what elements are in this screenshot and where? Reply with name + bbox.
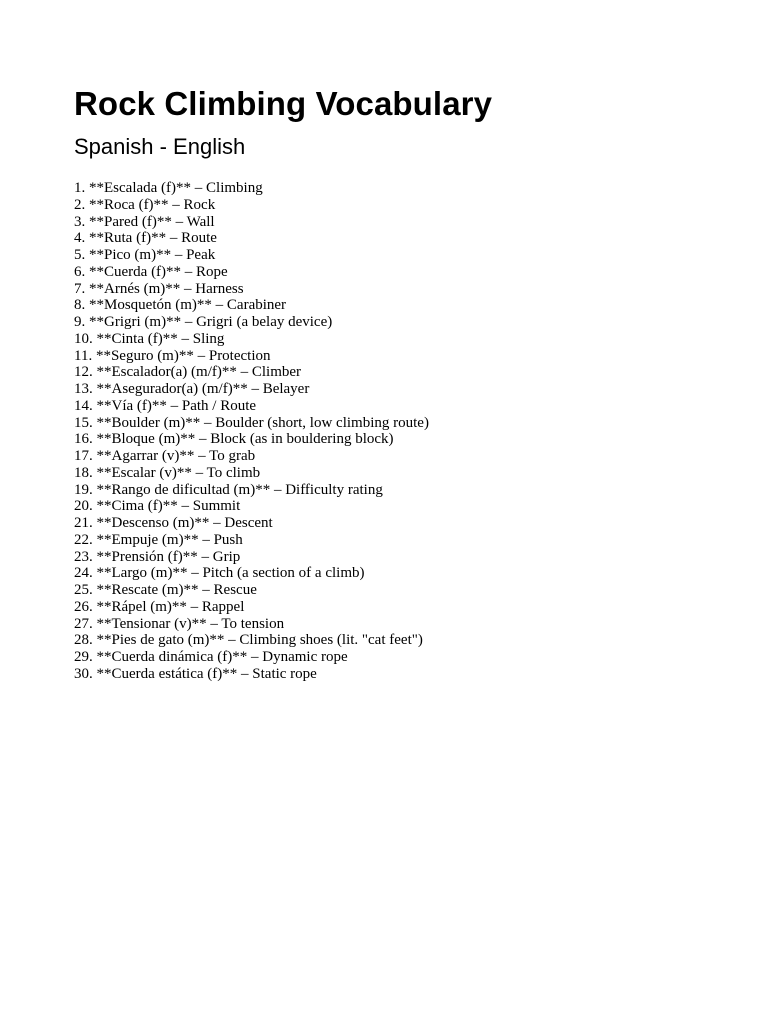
vocabulary-item-7: 7. **Arnés (m)** – Harness [74,280,244,297]
vocabulary-item-11: 11. **Seguro (m)** – Protection [74,347,271,364]
vocabulary-item-6: 6. **Cuerda (f)** – Rope [74,263,228,280]
vocabulary-item-14: 14. **Vía (f)** – Path / Route [74,397,257,414]
document-title: Rock Climbing Vocabulary [74,85,493,122]
vocabulary-item-9: 9. **Grigri (m)** – Grigri (a belay device) [74,314,333,330]
vocabulary-item-21: 21. **Descenso (m)** – Descent [74,515,273,531]
vocabulary-item-1: 1. **Escalada (f)** – Climbing [74,180,263,196]
vocabulary-item-28: 28. **Pies de gato (m)** – Climbing shoes (lit. "cat feet") [74,632,423,649]
vocabulary-item-2: 2. **Roca (f)** – Rock [74,196,216,213]
vocabulary-item-27: 27. **Tensionar (v)** – To tension [74,615,285,632]
document-page [74,84,734,683]
vocabulary-item-10: 10. **Cinta (f)** – Sling [74,330,225,347]
vocabulary-item-26: 26. **Rápel (m)** – Rappel [74,598,245,615]
vocabulary-item-15: 15. **Boulder (m)** – Boulder (short, low climbing route) [74,414,429,431]
vocabulary-item-18: 18. **Escalar (v)** – To climb [74,464,261,481]
vocabulary-item-25: 25. **Rescate (m)** – Rescue [74,582,257,598]
vocabulary-item-16: 16. **Bloque (m)** – Block (as in bouldering block) [74,431,394,448]
vocabulary-item-24: 24. **Largo (m)** – Pitch (a section of a climb) [74,565,365,582]
vocabulary-item-19: 19. **Rango de dificultad (m)** – Difficulty rating [74,481,383,498]
vocabulary-item-30: 30. **Cuerda estática (f)** – Static rope [74,665,317,682]
vocabulary-item-22: 22. **Empuje (m)** – Push [74,531,243,548]
vocabulary-item-3: 3. **Pared (f)** – Wall [74,213,215,230]
vocabulary-item-5: 5. **Pico (m)** – Peak [74,247,216,263]
vocabulary-item-29: 29. **Cuerda dinámica (f)** – Dynamic rope [74,649,348,665]
vocabulary-item-13: 13. **Asegurador(a) (m/f)** – Belayer [74,381,310,397]
vocabulary-item-8: 8. **Mosquetón (m)** – Carabiner [74,297,287,314]
vocabulary-item-12: 12. **Escalador(a) (m/f)** – Climber [74,364,302,381]
vocabulary-item-4: 4. **Ruta (f)** – Route [74,230,217,247]
vocabulary-item-17: 17. **Agarrar (v)** – To grab [74,448,256,464]
vocabulary-item-23: 23. **Prensión (f)** – Grip [74,548,241,565]
document-subtitle: Spanish - English [74,134,246,159]
vocabulary-list [74,180,734,683]
vocabulary-item-20: 20. **Cima (f)** – Summit [74,498,241,515]
